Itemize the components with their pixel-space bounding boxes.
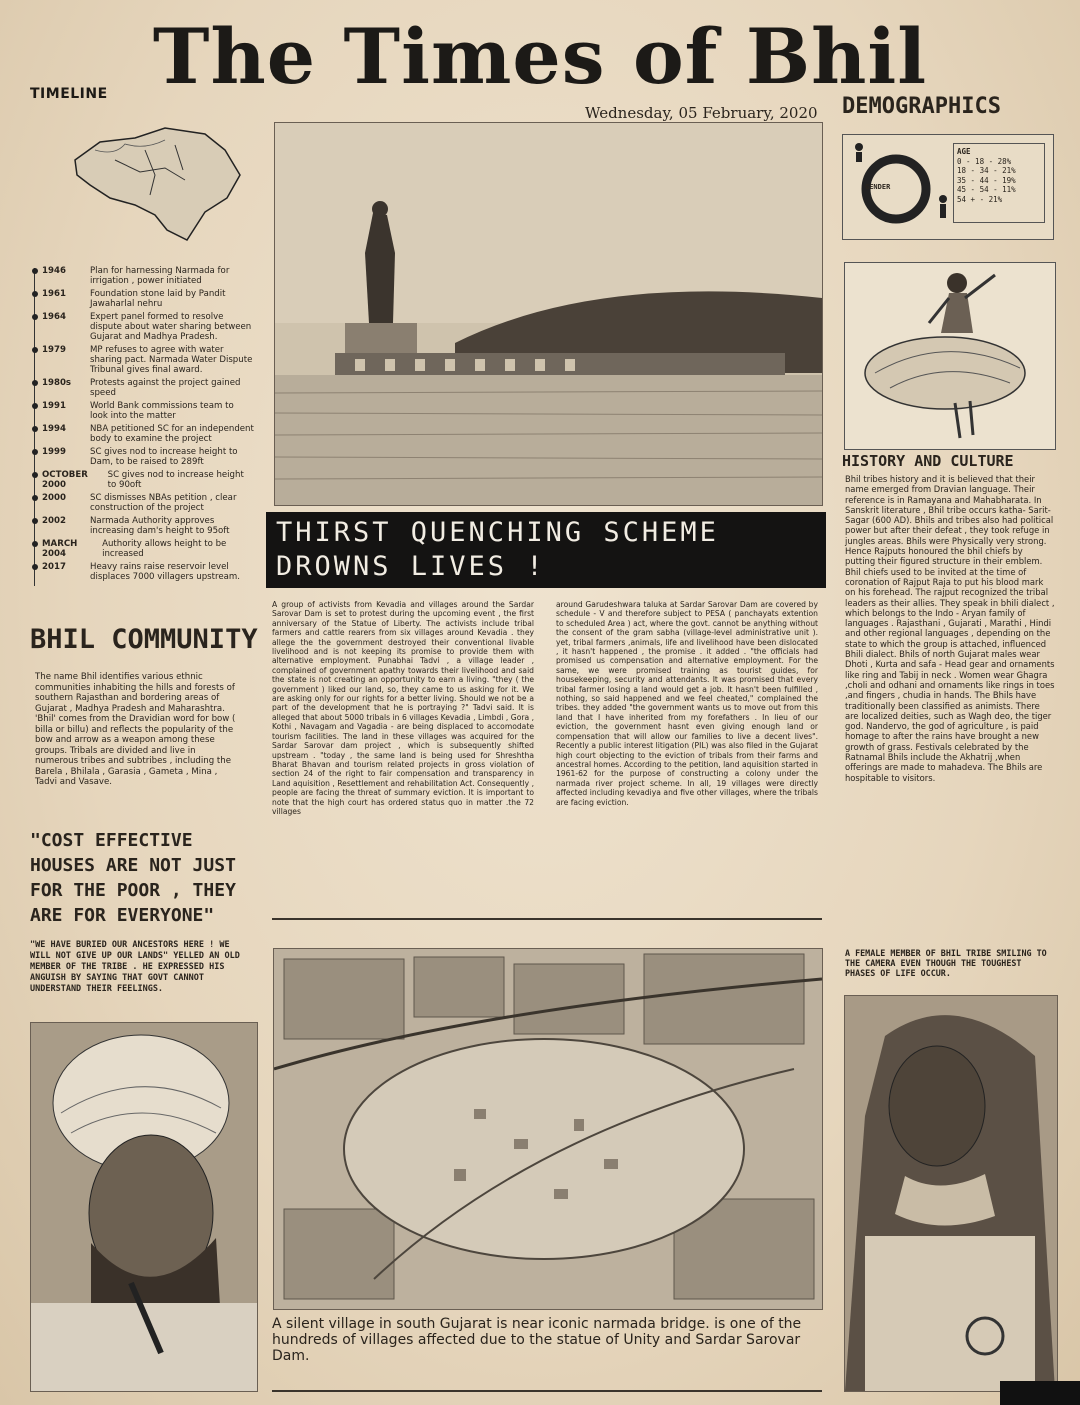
timeline-year: 1964	[42, 312, 66, 322]
timeline-item	[32, 266, 254, 286]
timeline-item	[32, 401, 254, 421]
timeline-text: Narmada Authority approves increasing dam's height to 95oft	[90, 516, 230, 536]
elder-portrait	[30, 1022, 258, 1392]
timeline-text: MP refuses to agree with water sharing pact. Narmada Water Dispute Tribunal gives final award.	[90, 345, 253, 375]
pull-quote: "COST EFFECTIVE HOUSES ARE NOT JUST FOR THE POOR , THEY ARE FOR EVERYONE"	[30, 830, 236, 926]
age-row: 0 - 18 - 28%	[957, 156, 1012, 166]
timeline-text: Plan for harnessing Narmada for irrigation , power initiated	[90, 266, 230, 286]
age-row: 54 + - 21%	[957, 194, 1003, 204]
age-label: AGE	[957, 147, 971, 156]
community-text: The name Bhil identifies various ethnic communities inhabiting the hills and forests of southern Rajasthan and bordering areas of Gujarat , Madhya Pradesh and Maharashtra. 'Bhil' comes from the Dravidian word for bow ( billa or billu) and reflects the popularity of the bow and arrow as a weapon among these groups. Tribals are divided and live in numerous tribes and subtribes , including the Barela , Bhilala , Garasia , Gameta , Mina , Tadvi and Vasave.	[35, 672, 236, 787]
timeline-text: Heavy rains raise reservoir level displaces 7000 villagers upstream.	[90, 562, 241, 582]
timeline-item	[32, 539, 254, 559]
timeline-text: SC gives nod to increase height to 90oft	[107, 470, 244, 490]
headline-line-1: THIRST QUENCHING SCHEME	[276, 517, 719, 548]
age-table	[953, 143, 1045, 223]
headline-line-2: DROWNS LIVES !	[276, 551, 546, 582]
headline	[266, 512, 826, 588]
timeline-heading: TIMELINE	[30, 86, 108, 102]
community-heading: BHIL COMMUNITY	[30, 624, 258, 655]
timeline-year: 1961	[42, 289, 66, 299]
female-portrait	[844, 995, 1058, 1392]
timeline-year: 1991	[42, 401, 66, 411]
timeline-text: NBA petitioned SC for an independent body to examine the project	[90, 424, 254, 444]
timeline-year: 1979	[42, 345, 66, 355]
village-aerial-photo	[273, 948, 823, 1310]
timeline-year: 1994	[42, 424, 66, 434]
bottom-rule	[272, 1390, 822, 1392]
timeline-item	[32, 562, 254, 582]
timeline-text: Expert panel formed to resolve dispute about water sharing between Gujarat and Madhya Pradesh.	[90, 312, 252, 342]
timeline-year: 1999	[42, 447, 66, 457]
divider-rule	[272, 918, 822, 920]
timeline-item	[32, 424, 254, 444]
timeline-text: Foundation stone laid by Pandit Jawaharlal nehru	[90, 289, 226, 309]
timeline-item	[32, 378, 254, 398]
timeline-year: 1946	[42, 266, 66, 276]
timeline-text: SC dismisses NBAs petition , clear construction of the project	[90, 493, 237, 513]
timeline-year: 2017	[42, 562, 66, 572]
timeline-text: SC gives nod to increase height to Dam, to be raised to 289ft	[90, 447, 238, 467]
timeline-item	[32, 345, 254, 375]
timeline-text: Authority allows height to be increased	[102, 539, 227, 559]
timeline-list	[32, 266, 254, 585]
timeline-item	[32, 516, 254, 536]
village-caption: A silent village in south Gujarat is near iconic narmada bridge. is one of the hundreds of villages affected due to the statue of Unity and Sardar Sarovar Dam.	[272, 1316, 802, 1364]
timeline-item	[32, 493, 254, 513]
statue-of-unity-photo	[274, 122, 823, 506]
corner-mark	[1000, 1381, 1080, 1405]
timeline-year: OCTOBER 2000	[42, 470, 88, 490]
timeline-item	[32, 470, 254, 490]
masthead-title: The Times of Bhil	[152, 12, 928, 101]
dancer-illustration	[844, 262, 1056, 450]
timeline-year: MARCH 2004	[42, 539, 78, 559]
age-row: 45 - 54 - 11%	[957, 185, 1016, 194]
gender-label: GENDER	[865, 183, 891, 191]
gujarat-map-icon	[55, 120, 245, 250]
article-column-1: A group of activists from Kevadia and villages around the Sardar Sarovar Dam is set to protest during the upcoming event , the first anniversary of the Statue of Liberty. The activists include tribal farmers and cattle rearers from six villages around Kevadia . they allege the the government destroyed their conventional livable livelihood and is not keeping its promise to provide them with alternative employment. Punabhai Tadvi , a village leader , complained of government apathy towards their livelihood and said the state is not creating an opportunity to earn a living. "they ( the government ) liked our land, so, they came to us asking for it. We are asking only for our rights for a better living. Should we not be a part of the development that he is portraying ?" Tadvi said. It is alleged that about 5000 tribals in 6 villages Kevadia , Limbdi , Gora , Kothi , Navagam and Vagadia - are being displaced to accomodate tourism facilities. The land in these villages was acquired for the Sardar Sarovar dam project , which is subsequently shifted upstream . "today , the same land is being used for Shreshtha Bharat Bhavan and tourism related projects in gross violation of section 24 of the right to fair compensation and transparency in Land aquisition , Resettlement and rehabilitation Act. Consequently , people are facing the threat of summary eviction. It is important to note that the high court has ordered status quo in matter .the 72 villages	[272, 600, 534, 816]
demographics-panel	[842, 134, 1054, 240]
female-caption: A FEMALE MEMBER OF BHIL TRIBE SMILING TO THE CAMERA EVEN THOUGH THE TOUGHEST PHASES OF LIFE OCCUR.	[845, 948, 1047, 978]
timeline-year: 2000	[42, 493, 66, 503]
age-row: 18 - 34 - 21%	[957, 166, 1016, 175]
elder-quote: "WE HAVE BURIED OUR ANCESTORS HERE ! WE WILL NOT GIVE UP OUR LANDS" YELLED AN OLD MEMBER OF THE TRIBE . HE EXPRESSED HIS ANGUISH BY SAYING THAT GOVT CANNOT UNDERSTAND THEIR FEELINGS.	[30, 940, 240, 994]
timeline-text: Protests against the project gained speed	[90, 378, 241, 398]
timeline-year: 2002	[42, 516, 66, 526]
timeline-text: World Bank commissions team to look into the matter	[90, 401, 234, 421]
history-text: Bhil tribes history and it is believed that their name emerged from Dravian language. Their reference is in Ramayana and Mahabharata. In Sanskrit literature , Bhil tribe occurs katha- Sarit-Sagar (600 AD). Bhils and tribes also had political power but after their defeat , they took refuge in jungles areas. Bhils were Physically very strong. Hence Rajputs honoured the bhil chiefs by putting their figured structure in their emblem. Bhil chiefs used to be invited at the time of coronation of Rajput Raja to put his blood mark on his forehead. The rajput recognized the tribal leaders as their allies. They speak in bhili dialect , which belongs to the Indo - Aryan family of languages . Rajasthani , Gujarati , Marathi , Hindi and other regional languages , depending on the state to which the group is attached, influenced Bhili dialect. Bhils of north Gujarat males wear Dhoti , Kurta and safa - Head gear and ornaments like ring and Tabij in neck . Women wear Ghagra ,choli and odhani and ornaments like rings in toes ,and fingers , chudia in hands. The Bhils have traditionally been classified as animists. There are localized deities, such as Wagh deo, the tiger god. Nandervo, the god of agriculture , is paid homage to after the rains have brought a new growth of grass. Festivals celebrated by the Ratnamal Bhils include the Akhatrij ,when offerings are made to mahadeva. The Bhils are hospitable to visitors.	[845, 474, 1055, 783]
timeline-year: 1980s	[42, 378, 72, 388]
history-heading: HISTORY AND CULTURE	[842, 452, 1014, 470]
issue-date: Wednesday, 05 February, 2020	[585, 104, 818, 122]
timeline-item	[32, 312, 254, 342]
demographics-heading: DEMOGRAPHICS	[842, 94, 1001, 119]
timeline-item	[32, 447, 254, 467]
article-column-2: around Garudeshwara taluka at Sardar Sarovar Dam are covered by schedule - V and therefore subject to PESA ( panchayats extention to scheduled Area ) act, where the govt. cannot be anything without the consent of the gram sabha (village-level administrative unit ). yet, tribal farmers ,animals, life and livelihood have been dislocated , it hasn't happened , the promise . it added . "the officials had promised us compensation and alternative employment. For the same, we were promised training as tourist guides, for housekeeping, security and attendants. It was promised that every tribal farmer losing a land would get a job. It hasn't been fulfilled , nothing, so said happened and we feel cheated," complained the tribes. they added "the government wants us to move out from this land that I have inherited from my forefathers . In lieu of our eviction, the government hasnt even giving enough land or compensation that will allow our families to live a decent lives". Recently a public interest litigation (PIL) was also filed in the Gujarat high court objecting to the eviction of tribals from their farms and ancestral homes. According to the petition, land aquisition started in 1961-62 for the purpose of constructing a colony under the narmada river project scheme. In all, 19 villages were directly affected including kevadiya and five other villages, where the tribals are facing eviction.	[556, 600, 818, 807]
timeline-item	[32, 289, 254, 309]
age-row: 35 - 44 - 19%	[957, 175, 1016, 185]
